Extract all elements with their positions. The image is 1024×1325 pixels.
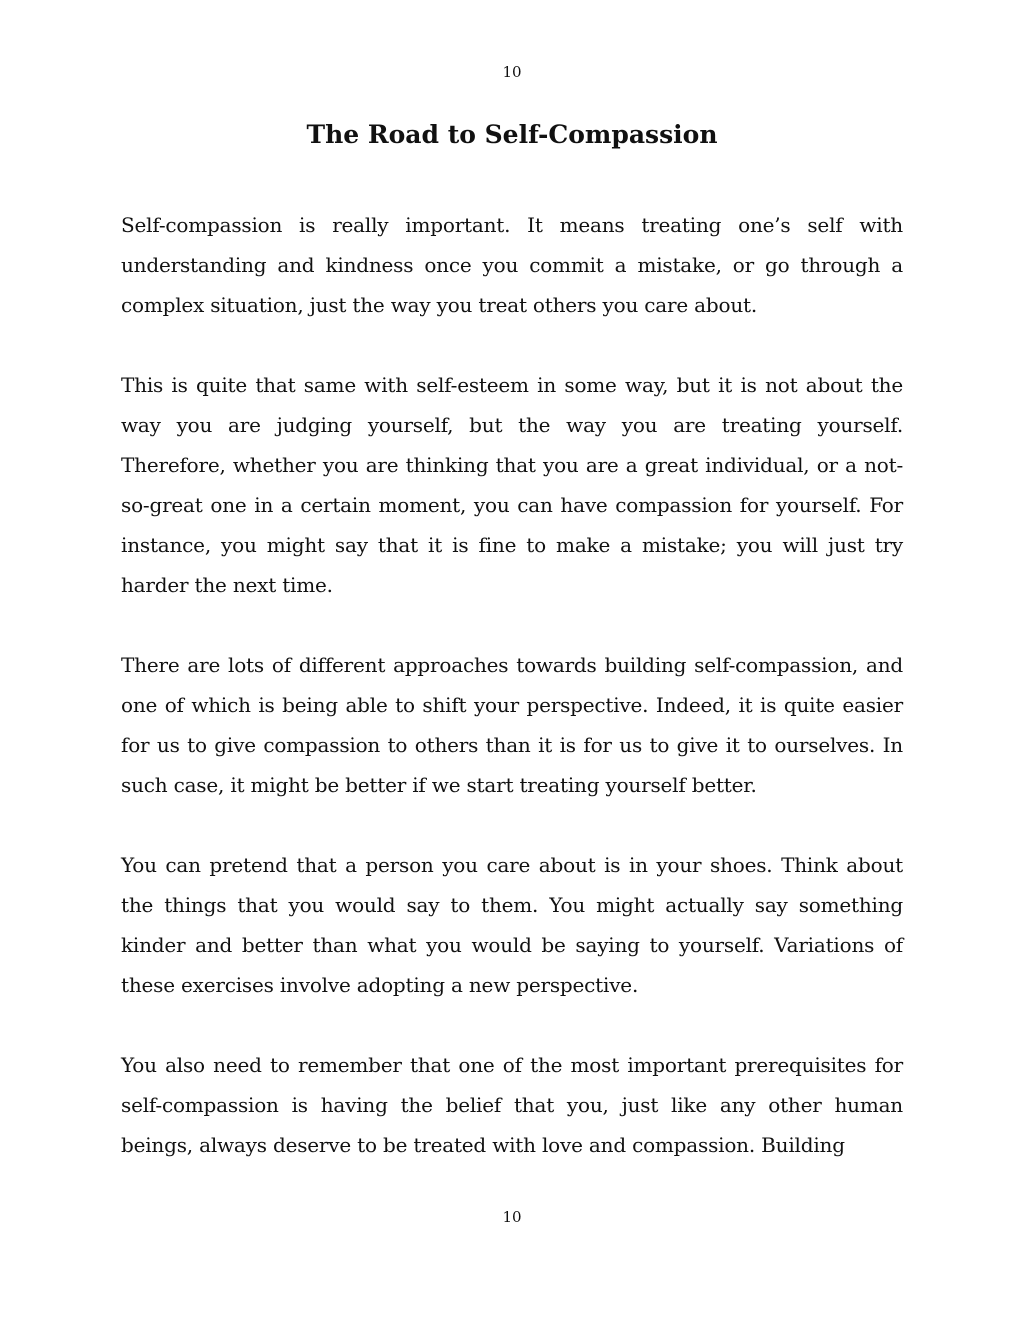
paragraph: You also need to remember that one of the most important prerequisites for self-compassion is having the belief that you, just like any other human beings, always deserve to be treated with love and compassion. Building [121,1053,903,1157]
page-number-bottom: 10 [502,1208,522,1226]
page-number-top: 10 [502,63,522,81]
paragraph: There are lots of different approaches towards building self-compassion, and one of which is being able to shift your perspective. Indeed, it is quite easier for us to give compassion to others than it is for us to give it to ourselves. In such case, it might be better if we start treating yourself better. [121,653,903,797]
page-title: The Road to Self-Compassion [306,120,718,149]
paragraph: You can pretend that a person you care about is in your shoes. Think about the things that you would say to them. You might actually say something kinder and better than what you would be saying to yourself. Variations of these exercises involve adopting a new perspective. [121,853,903,997]
paragraph: Self-compassion is really important. It means treating one’s self with understanding and kindness once you commit a mistake, or go through a complex situation, just the way you treat others you care about. [121,213,903,317]
paragraph: This is quite that same with self-esteem in some way, but it is not about the way you are judging yourself, but the way you are treating yourself. Therefore, whether you are thinking that you are a great individual, or a not-so-great one in a certain moment, you can have compassion for yourself. For instance, you might say that it is fine to make a mistake; you will just try harder the next time. [121,373,903,597]
body-text [121,205,903,1205]
